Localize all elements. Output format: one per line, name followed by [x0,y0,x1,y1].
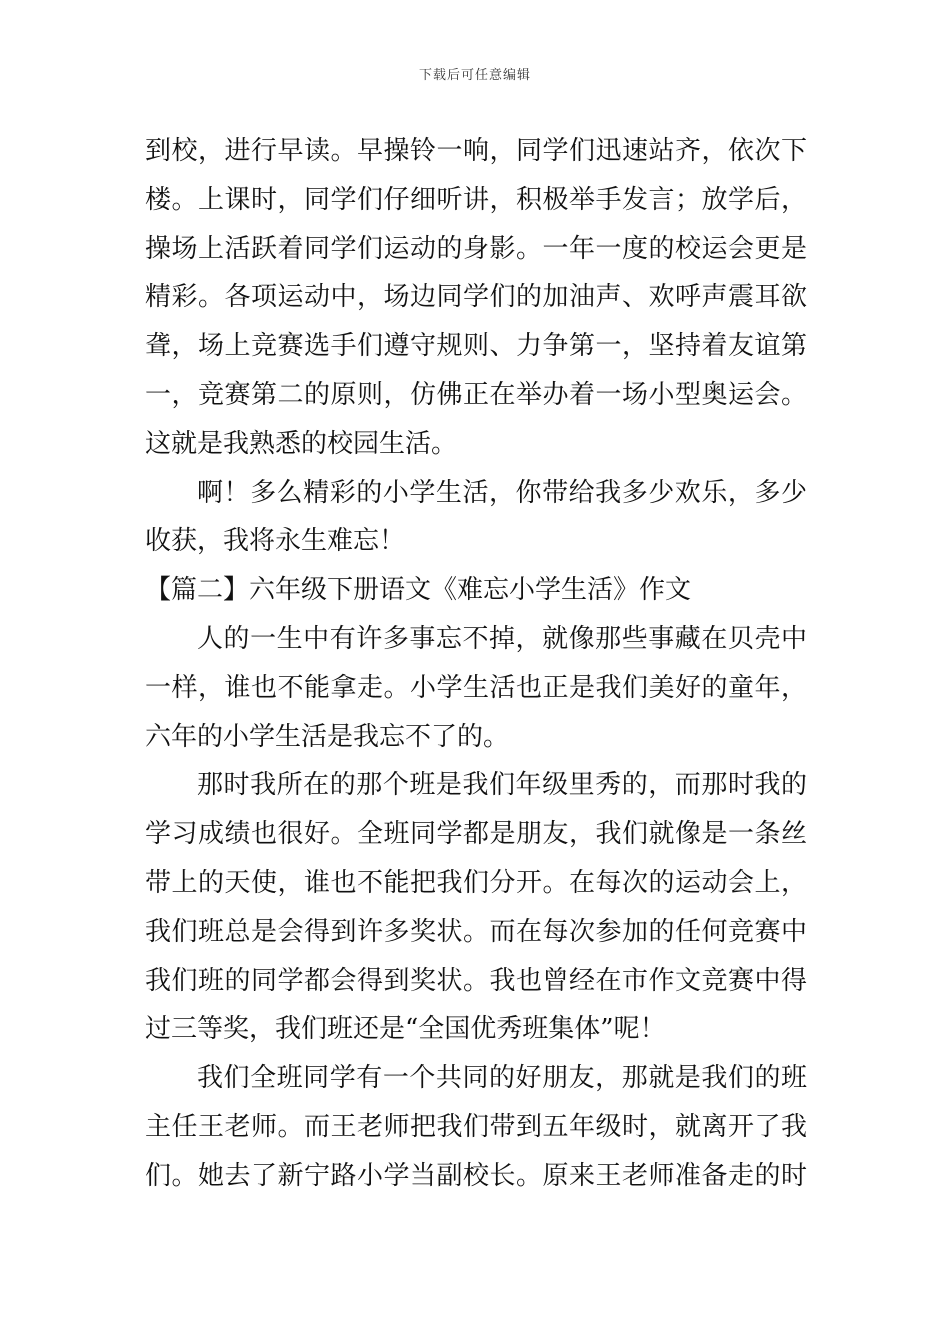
essay-body [145,127,807,1201]
text-line: 人的一生中有许多事忘不掉，就像那些事藏在贝壳中 [197,623,807,654]
text-line: 到校，进行早读。早操铃一响，同学们迅速站齐，依次下 [145,136,807,166]
text-line: 收获，我将永生难忘！ [145,526,406,557]
text-line: 那时我所在的那个班是我们年级里秀的，而那时我的 [197,770,807,801]
text-line: 楼。上课时，同学们仔细听讲，积极举手发言；放学后， [145,184,807,215]
text-line: 学习成绩也很好。全班同学都是朋友，我们就像是一条丝 [145,819,807,850]
text-line: 精彩。各项运动中，场边同学们的加油声、欢呼声震耳欲 [145,282,807,313]
text-line: 一样，谁也不能拿走。小学生活也正是我们美好的童年， [145,672,807,703]
text-line: 操场上活跃着同学们运动的身影。一年一度的校运会更是 [145,233,807,264]
page-header: 下载后可任意编辑 [418,68,531,83]
text-line: 带上的天使，谁也不能把我们分开。在每次的运动会上， [145,867,807,898]
text-line: 我们班的同学都会得到奖状。我也曾经在市作文竞赛中得 [145,965,807,996]
text-line: 们。她去了新宁路小学当副校长。原来王老师准备走的时 [145,1160,807,1191]
text-line: 一，竞赛第二的原则，仿佛正在举办着一场小型奥运会。 [145,379,807,410]
text-line: 聋，场上竞赛选手们遵守规则、力争第一，坚持着友谊第 [145,331,807,362]
text-line: 主任王老师。而王老师把我们带到五年级时，就离开了我 [145,1111,807,1142]
text-line: 我们班总是会得到许多奖状。而在每次参加的任何竞赛中 [145,916,807,947]
text-line: 啊！多么精彩的小学生活，你带给我多少欢乐，多少 [197,477,807,508]
text-line: 六年的小学生活是我忘不了的。 [145,721,510,752]
text-line: 这就是我熟悉的校园生活。 [145,428,458,459]
section-heading: 【篇二】六年级下册语文《难忘小学生活》作文 [145,575,692,606]
text-line: 过三等奖，我们班还是“全国优秀班集体”呢！ [145,1014,666,1045]
text-line: 我们全班同学有一个共同的好朋友，那就是我们的班 [197,1063,807,1094]
